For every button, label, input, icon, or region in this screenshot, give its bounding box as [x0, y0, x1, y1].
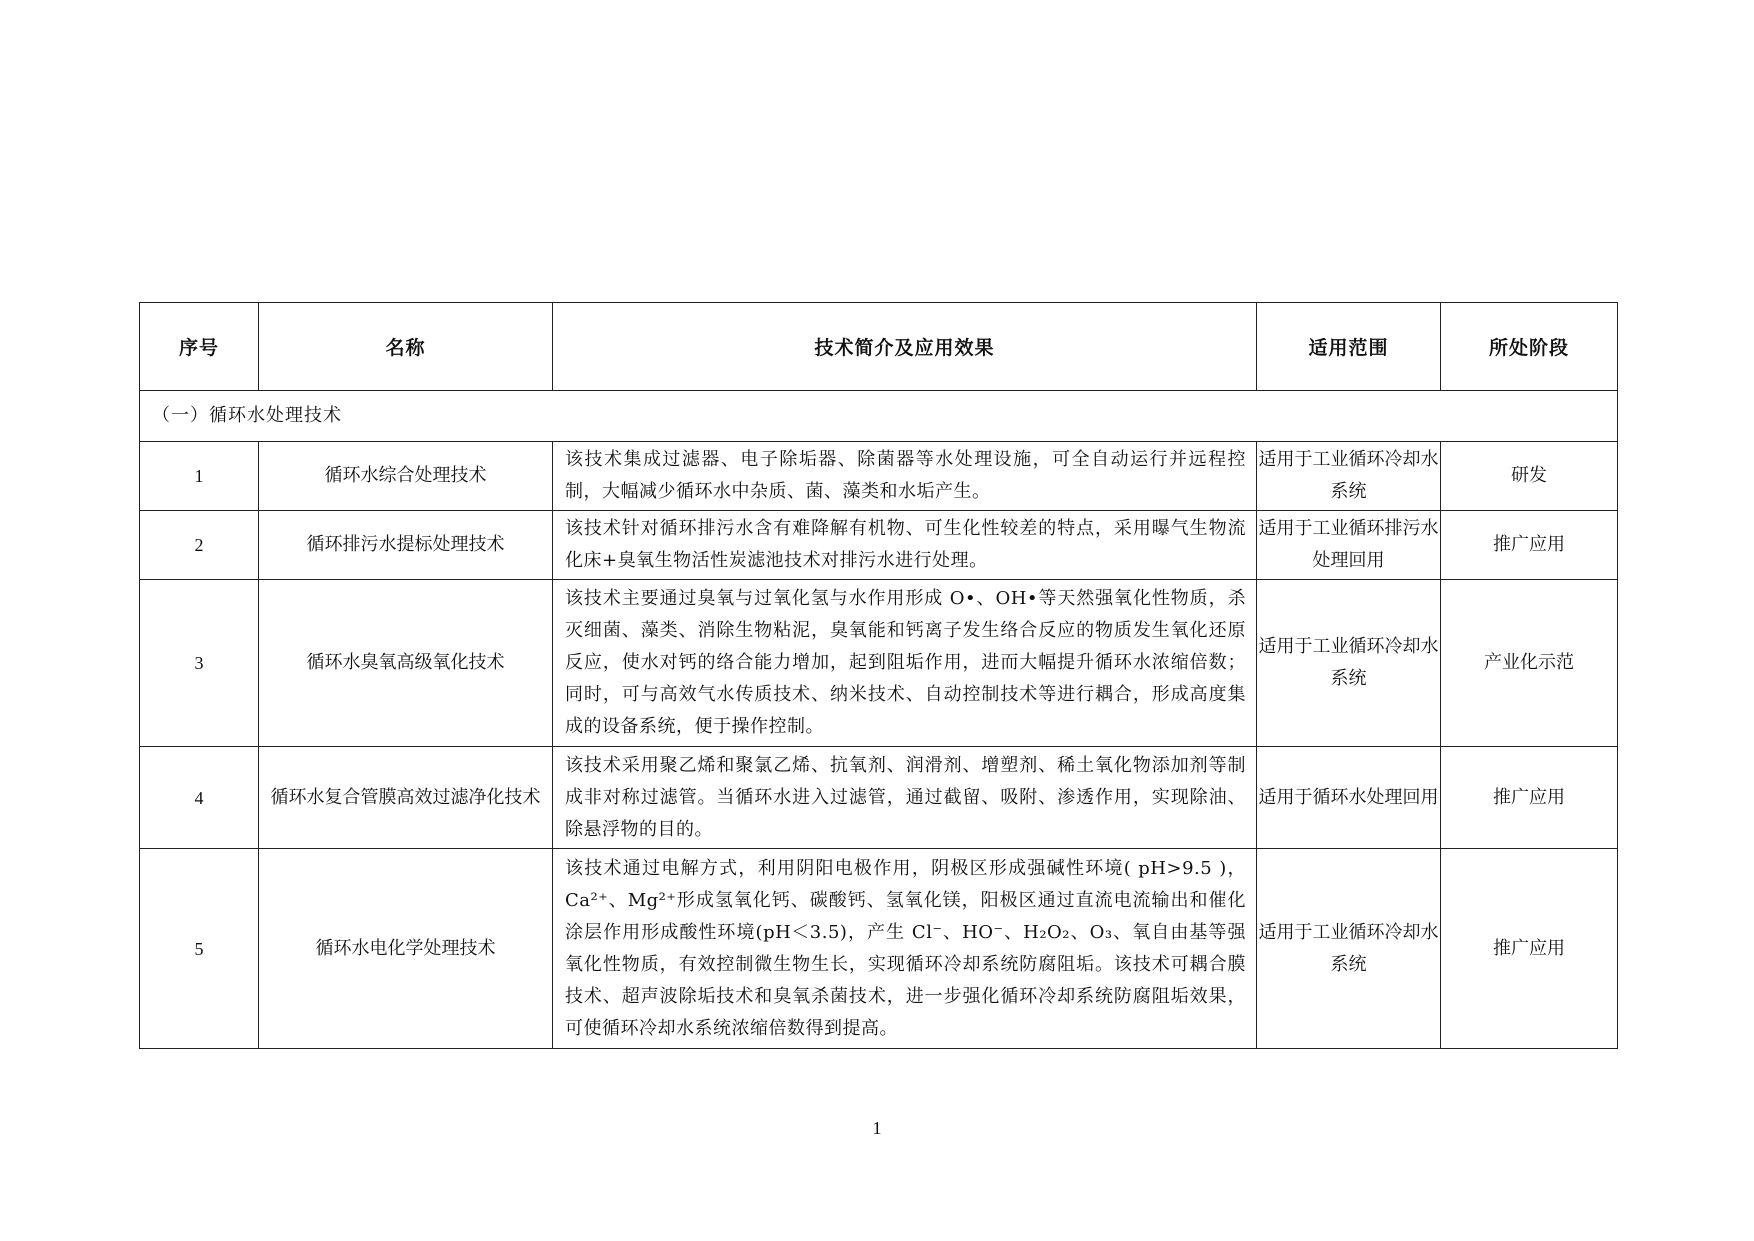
technology-table — [139, 302, 1618, 1049]
row-desc: 该技术针对循环排污水含有难降解有机物、可生化性较差的特点，采用曝气生物流化床+臭氧生物活性炭滤池技术对排污水进行处理。 — [553, 511, 1257, 580]
row-desc: 该技术主要通过臭氧与过氧化氢与水作用形成 O•、OH•等天然强氧化性物质，杀灭细菌、藻类、消除生物粘泥，臭氧能和钙离子发生络合反应的物质发生氧化还原反应，使水对钙的络合能力增加，起到阻垢作用，进而大幅提升循环水浓缩倍数；同时，可与高效气水传质技术、纳米技术、自动控制技术等进行耦合，形成高度集成的设备系统，便于操作控制。 — [553, 580, 1257, 747]
row-name: 循环水臭氧高级氧化技术 — [259, 580, 553, 747]
row-seq: 2 — [140, 511, 259, 580]
row-scope: 适用于工业循环冷却水系统 — [1257, 442, 1441, 511]
header-stage: 所处阶段 — [1441, 303, 1618, 391]
row-stage: 产业化示范 — [1441, 580, 1618, 747]
row-stage: 推广应用 — [1441, 747, 1618, 849]
row-name: 循环水电化学处理技术 — [259, 849, 553, 1049]
table-row — [140, 511, 1618, 580]
row-seq: 1 — [140, 442, 259, 511]
row-stage: 推广应用 — [1441, 511, 1618, 580]
row-scope: 适用于工业循环冷却水系统 — [1257, 849, 1441, 1049]
table-row — [140, 747, 1618, 849]
row-desc: 该技术集成过滤器、电子除垢器、除菌器等水处理设施，可全自动运行并远程控制，大幅减少循环水中杂质、菌、藻类和水垢产生。 — [553, 442, 1257, 511]
table-header-row — [140, 303, 1618, 391]
row-desc: 该技术采用聚乙烯和聚氯乙烯、抗氧剂、润滑剂、增塑剂、稀土氧化物添加剂等制成非对称过滤管。当循环水进入过滤管，通过截留、吸附、渗透作用，实现除油、除悬浮物的目的。 — [553, 747, 1257, 849]
row-name: 循环水综合处理技术 — [259, 442, 553, 511]
section-title: （一）循环水处理技术 — [140, 391, 1618, 442]
header-name: 名称 — [259, 303, 553, 391]
table-row — [140, 849, 1618, 1049]
row-stage: 推广应用 — [1441, 849, 1618, 1049]
row-name: 循环排污水提标处理技术 — [259, 511, 553, 580]
row-seq: 5 — [140, 849, 259, 1049]
row-scope: 适用于循环水处理回用 — [1257, 747, 1441, 849]
row-name: 循环水复合管膜高效过滤净化技术 — [259, 747, 553, 849]
header-desc: 技术简介及应用效果 — [553, 303, 1257, 391]
row-scope: 适用于工业循环排污水处理回用 — [1257, 511, 1441, 580]
section-row — [140, 391, 1618, 442]
table-row — [140, 442, 1618, 511]
page-number: 1 — [872, 1118, 882, 1138]
row-stage: 研发 — [1441, 442, 1618, 511]
row-scope: 适用于工业循环冷却水系统 — [1257, 580, 1441, 747]
row-seq: 3 — [140, 580, 259, 747]
table-row — [140, 580, 1618, 747]
row-desc: 该技术通过电解方式，利用阴阳电极作用，阴极区形成强碱性环境( pH>9.5 )，Ca²⁺、Mg²⁺形成氢氧化钙、碳酸钙、氢氧化镁，阳极区通过直流电流输出和催化涂层作用形成酸性环境(pH＜3.5)，产生 Cl⁻、HO⁻、H₂O₂、O₃、氧自由基等强氧化性物质，有效控制微生物生长，实现循环冷却系统防腐阻垢。该技术可耦合膜技术、超声波除垢技术和臭氧杀菌技术，进一步强化循环冷却系统防腐阻垢效果，可使循环冷却水系统浓缩倍数得到提高。 — [553, 849, 1257, 1049]
row-seq: 4 — [140, 747, 259, 849]
header-seq: 序号 — [140, 303, 259, 391]
header-scope: 适用范围 — [1257, 303, 1441, 391]
